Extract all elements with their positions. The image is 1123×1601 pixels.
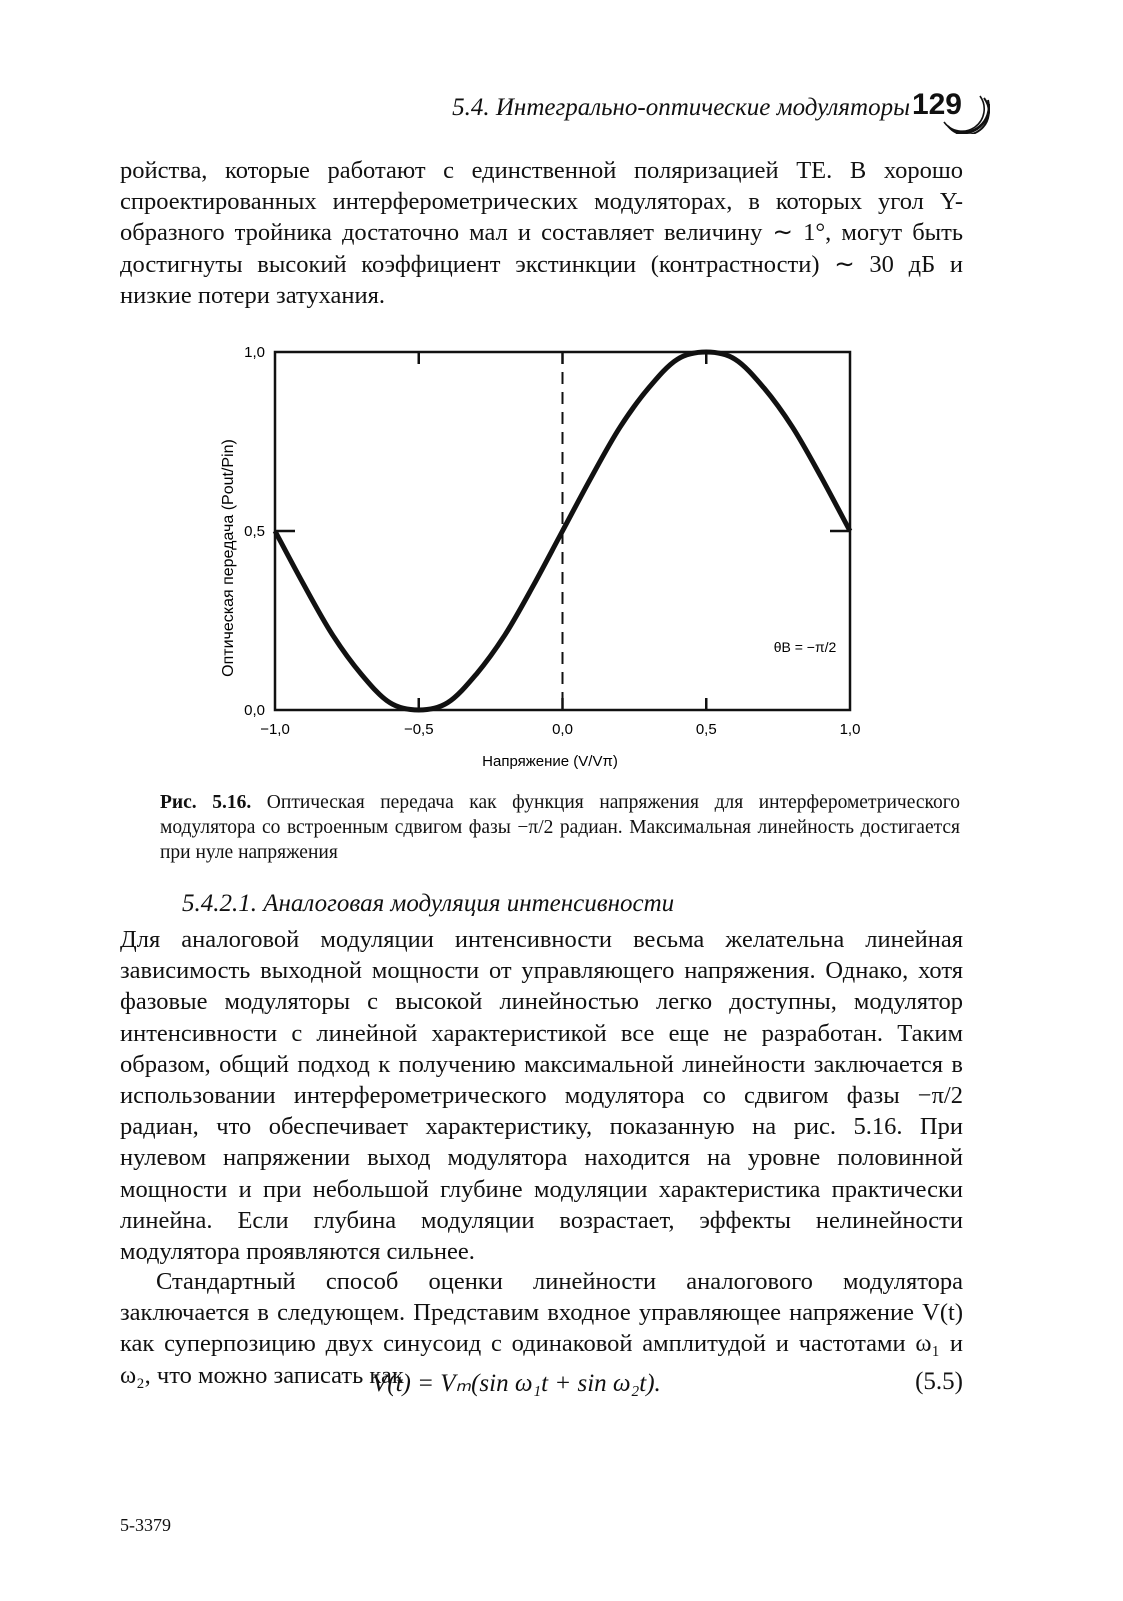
- paragraph-last: Стандартный способ оценки линейности аналогового модулятора заключается в следующем. Представим входное управляющее напряжение V(t) как суперпозицию двух синусоид с одинаковой амплитудой и частотами ω₁ и ω₂, что можно записать как: [120, 1268, 963, 1389]
- equation-number: (5.5): [915, 1368, 963, 1395]
- y-tick-labels: [244, 344, 265, 719]
- paragraph-top: ройства, которые работают с единственной поляризацией TE. В хорошо спроектированных интерферометрических модуляторах, в которых угол Y-образного тройника достаточно мал и составляет величину ∼ 1°, могут быть достигнуты высокий коэффициент экстинкции (контрастности) ∼ 30 дБ и низкие потери затухания.: [120, 157, 963, 309]
- caption-text: Оптическая передача как функция напряжения для интерферометрического модулятора со встроенным сдвигом фазы −π/2 радиан. Максимальная линейность достигается при нуле напряжения: [160, 792, 961, 863]
- page-number-ornament-icon: [934, 78, 990, 134]
- x-axis-label: Напряжение (V/Vπ): [482, 753, 618, 770]
- x-tick-labels: [260, 721, 860, 738]
- figure-caption: [160, 790, 960, 865]
- y-tick-label: 0,5: [244, 523, 265, 540]
- page-code: 5-3379: [120, 1515, 171, 1535]
- x-tick-label: −0,5: [403, 721, 434, 738]
- x-tick-label: 0,5: [695, 721, 717, 738]
- running-title: 5.4. Интегрально-оптические модуляторы: [452, 94, 910, 121]
- y-tick-label: 1,0: [244, 344, 265, 361]
- x-tick-label: 1,0: [839, 721, 861, 738]
- equation: V(t) = Vₘ(sin ω₁t + sin ω₂t).: [372, 1370, 661, 1397]
- section-heading: 5.4.2.1. Аналоговая модуляция интенсивности: [182, 890, 675, 917]
- figure-chart: [205, 338, 905, 778]
- y-axis-label: Оптическая передача (Pout/Pin): [220, 439, 237, 677]
- page-number: 129: [911, 88, 962, 121]
- y-tick-label: 0,0: [244, 702, 265, 719]
- x-tick-label: 0,0: [552, 721, 573, 738]
- running-header: [120, 78, 990, 138]
- caption-label: Рис. 5.16.: [160, 792, 252, 813]
- paragraph-mid: Для аналоговой модуляции интенсивности весьма желательна линейная зависимость выходной мощности от управляющего напряжения. Однако, хотя фазовые модуляторы с высокой линейностью легко доступны, модулятор интенсивности с линейной характеристикой все еще не разработан. Таким образом, общий подход к получению максимальной линейности заключается в использовании интерферометрического модулятора со сдвигом фазы −π/2 радиан, что обеспечивает характеристику, показанную на рис. 5.16. При нулевом напряжении выход модулятора находится на уровне половинной мощности и при небольшой глубине модуляции характеристика практически линейна. Если глубина модуляции возрастает, эффекты нелинейности модулятора проявляются сильнее.: [120, 926, 963, 1266]
- annotation-theta-b: θB = −π/2: [773, 639, 837, 655]
- x-tick-label: −1,0: [260, 721, 290, 738]
